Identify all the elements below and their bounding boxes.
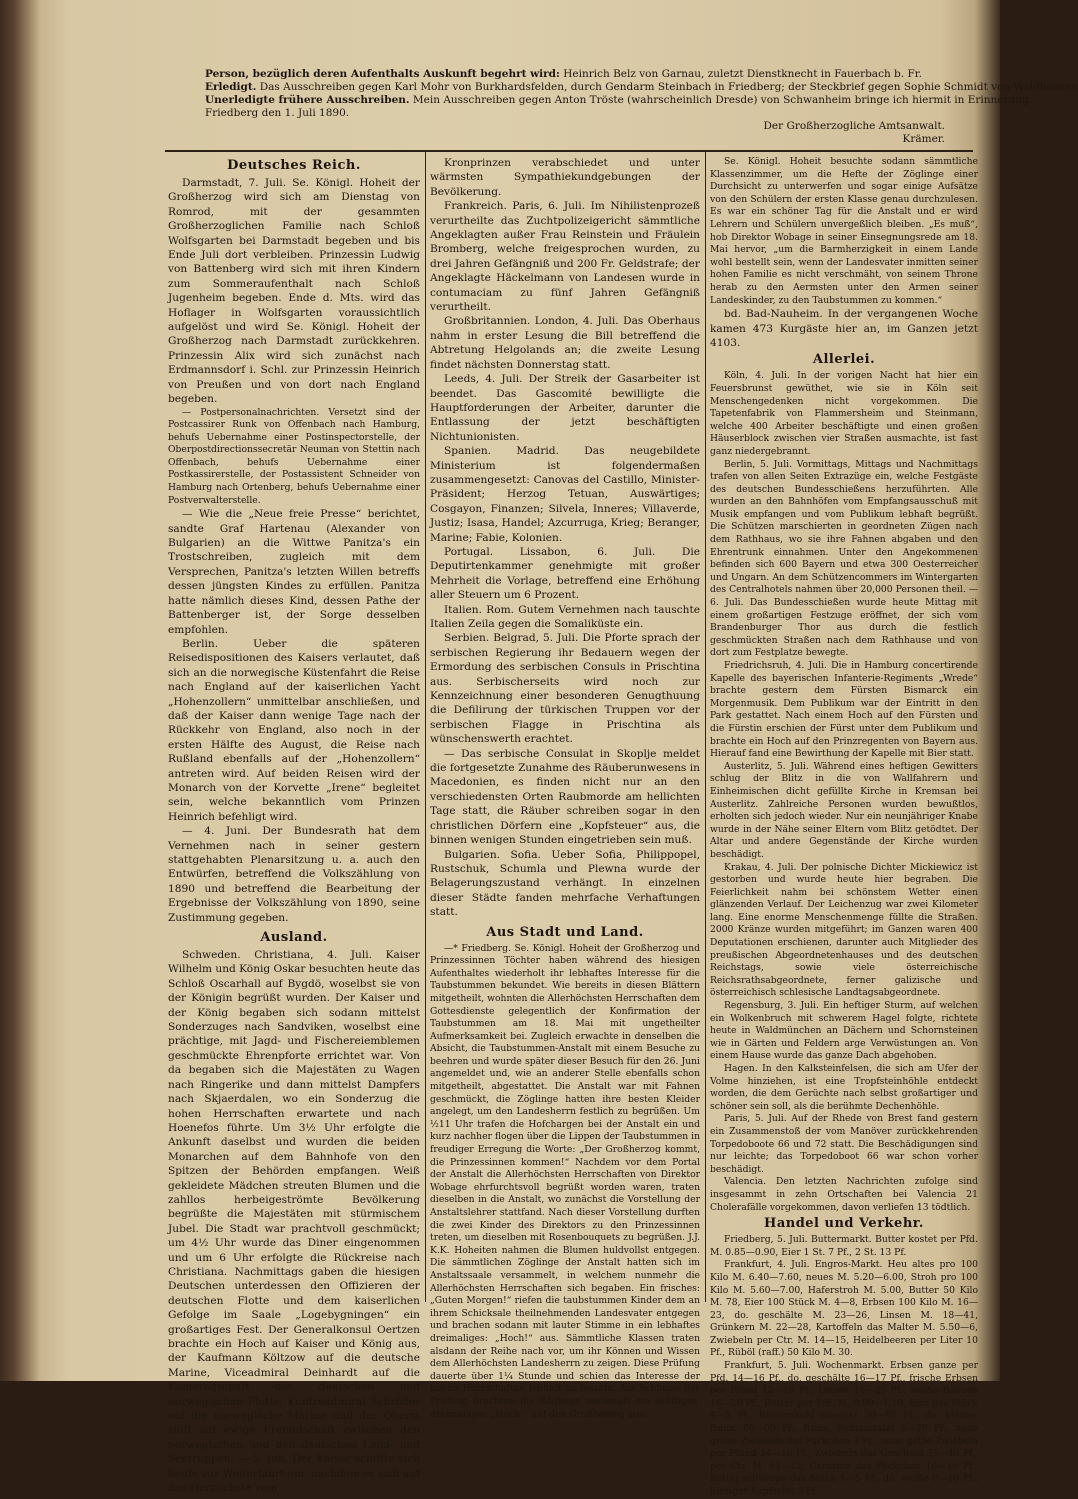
- notice-date: Friedberg den 1. Juli 1890.: [205, 107, 350, 119]
- article-paris-torpedo: Paris, 5. Juli. Auf der Rhede von Brest fand gestern ein Zusammenstoß der vom Manöver zurückkehrenden Torpedoboote 66 und 72 statt. Die Beschädigungen sind nur leichte; das Torpedoboot 66 war schon vorher beschädigt.: [710, 1113, 978, 1175]
- article-serbien: Serbien. Belgrad, 5. Juli. Die Pforte sprach der serbischen Regierung ihr Bedauern wegen der Ermordung des serbischen Consuls in Prischtina aus. Serbischerseits wird noch zur Kennzeichnung einer besonderen Genugthuung die Defilirung der türkischen Truppen vor der serbischen Flagge in Prischtina als wünschenswerth erachtet.: [430, 632, 700, 746]
- section-heading-allerlei: Allerlei.: [812, 352, 876, 368]
- column-1: [168, 156, 420, 1495]
- article-berlin-schiessen: Berlin, 5. Juli. Vormittags, Mittags und Nachmittags trafen von allen Seiten Extrazüge ein, welche Festgäste des deutschen Bundesschießens herzuführten. Alle wurden an den Bahnhöfen vom Empfangsausschuß mit Musik empfangen und vom Publikum lebhaft begrüßt. Die Schützen marschierten in geordneten Zügen nach dem Rathhaus, wo sie ihre Fahnen abgaben und den Ehrentrunk einnahmen. Unter den Angekommenen befinden sich 600 Bayern und etwa 300 Oesterreicher und Ungarn. An dem Schützencommers im Wintergarten des Centralhotels nahmen über 20,000 Personen theil. — 6. Juli. Das Bundesschießen wurde heute Mittag mit einem großartigen Festzuge eröffnet, der sich vom Brandenburger Thor aus durch die festlich geschmückten Straßen nach dem Rathhause und von dort zum Festplatze bewegte.: [710, 458, 978, 659]
- notice-heading: Person, bezüglich deren Aufenthalts Auskunft begehrt wird:: [205, 68, 560, 80]
- section-heading-handel-und-verkehr: Handel und Verkehr.: [764, 1216, 924, 1232]
- column-rule-1: [425, 152, 426, 1302]
- article-leeds: Leeds, 4. Juli. Der Streik der Gasarbeiter ist beendet. Das Gascomité bewilligte die Hauptforderungen der Arbeiter, darunter die Entlassung der jetzt beschäftigten Nichtunionisten.: [430, 373, 700, 443]
- column-rule-2: [705, 152, 706, 1302]
- article-postpersonal: — Postpersonalnachrichten. Versetzt sind der Postcassirer Runk von Offenbach nach Hamburg, behufs Uebernahme einer Postinspectorstelle, der Oberpostdirectionssecretär Neuman von Stettin nach Offenbach, behufs Uebernahme einer Postkassirerstelle, der Postassistent Schneider von Hamburg nach Ortenberg, behufs Uebernahme einer Postverwalterstelle.: [168, 406, 420, 506]
- article-krakau: Krakau, 4. Juli. Der polnische Dichter Mickiewicz ist gestorben und wurde heute hier begraben. Die Feierlichkeit nahm bei schönstem Wetter einen glänzenden Verlauf. Der Leichenzug war zwei Kilometer lang. Eine enorme Menschenmenge füllte die Straßen. 2000 Kränze wurden mitgeführt; im Ganzen waren 400 Deputationen erschienen, darunter auch Mitglieder des preußischen Abgeordnetenhauses und des deutschen Reichstags, sowie viele österreichische Reichsrathsabgeordnete, ferner galizische und österreichisch schlesische Landtagsabgeordnete.: [710, 861, 978, 999]
- article-koeln: Köln, 4. Juli. In der vorigen Nacht hat hier ein Feuersbrunst gewüthet, wie sie in Köln seit Menschengedenken nicht vorgekommen. Die Tapetenfabrik von Flammersheim und Steinmann, welche 400 Arbeiter beschäftigte und einen großen Häuserblock zwischen vier Straßen ausmachte, ist fast ganz niedergebrannt.: [710, 370, 978, 457]
- article-taubstummen-continued: Se. Königl. Hoheit besuchte sodann sämmtliche Klassenzimmer, um die Hefte der Zöglinge einer Durchsicht zu unterwerfen und sogar einige Aufsätze von den Schülern der ersten Klasse genau durchzulesen. Es war ein schöner Tag für die Anstalt und er wird Lehrern und Schülern unvergeßlich bleiben. „Es muß“, hob Direktor Wobage in seiner Einsegnungsrede am 18. Mai hervor, „um die Barmherzigkeit in einem Lande wohl bestellt sein, wenn der Landesvater inmitten seiner hohen Familie es nicht verschmäht, von seinem Throne herab zu den Aermsten unter den Armen seiner Landeskinder, zu den Taubstummen zu kommen.“: [710, 156, 978, 306]
- notice-heading: Unerledigte frühere Ausschreiben.: [205, 94, 410, 106]
- article-italien: Italien. Rom. Gutem Vernehmen nach tauschte Italien Zeila gegen die Somaliküste ein.: [430, 603, 700, 630]
- notice-signature-office: Der Großherzogliche Amtsanwalt.: [763, 120, 945, 132]
- header-rule: [165, 150, 973, 152]
- article-friedrichsruh: Friedrichsruh, 4. Juli. Die in Hamburg concertirende Kapelle des bayerischen Infanterie-Regiments „Wrede“ brachte gestern dem Fürsten Bismarck ein Morgenmusik. Dem Publikum war der Eintritt in den Park gestattet. Nach einem Hoch auf den Fürsten und die Fürstin erschien der Fürst unter dem Publikum und brachte ein Hoch auf den Prinzregenten von Bayern aus. Hierauf fand eine Bewirthung der Kapelle mit Bier statt.: [710, 660, 978, 760]
- article-regensburg: Regensburg, 3. Juli. Ein heftiger Sturm, auf welchen ein Wolkenbruch mit schwerem Hagel folgte, richtete heute in Waldmünchen an Dächern und Schornsteinen wie in Gärten und Feldern arge Verwüstungen an. Von einem Hause wurde das ganze Dach abgehoben.: [710, 1000, 978, 1062]
- notice-line-2: [205, 81, 1078, 94]
- article-hartenau: — Wie die „Neue freie Presse“ berichtet, sandte Graf Hartenau (Alexander von Bulgarien) an die Wittwe Panitza's ein Trostschreiben, zugleich mit dem Versprechen, Panitza's letzten Willen betreffs dessen jüngsten Kindes zu erfüllen. Panitza hatte nämlich dieses Kind, dessen Pathe der Battenberger ist, der Sorge desselben empfohlen.: [168, 508, 420, 636]
- notice-heading: Erledigt.: [205, 81, 257, 93]
- market-friedberg: Friedberg, 5. Juli. Buttermarkt. Butter kostet per Pfd. M. 0.85—0.90, Eier 1 St. 7 Pf., 2 St. 13 Pf.: [710, 1234, 978, 1258]
- article-grossbritannien: Großbritannien. London, 4. Juli. Das Oberhaus nahm in erster Lesung die Bill betreffend die Abtretung Helgolands an; die zweite Lesung findet nächsten Donnerstag statt.: [430, 315, 700, 371]
- article-schweden: Schweden. Christiana, 4. Juli. Kaiser Wilhelm und König Oskar besuchten heute das Schloß Oscarhall auf Bygdö, woselbst sie von der Königin begrüßt wurden. Der Kaiser und der König begaben sich sodann mittelst Sonderzuges nach Sandviken, woselbst eine prächtige, mit Jagd- und Fischereiemblemen geschmückte Ehrenpforte errichtet war. Von da begaben sich die Majestäten zu Wagen nach Ringerike und dann mittelst Dampfers nach Skjaerdalen, wo ein Sonderzug die hohen Herrschaften erwartete und nach Hoenefos führte. Um 3½ Uhr erfolgte die Ankunft daselbst und wurden die beiden Monarchen auf dem Bahnhofe von den Spitzen der Behörden empfangen. Weiß gekleidete Mädchen streuten Blumen und die zahllos herbeigeströmte Bevölkerung begrüßte die Majestäten mit stürmischem Jubel. Die Stadt war prachtvoll geschmückt; um 4½ Uhr wurde das Diner eingenommen und um 6 Uhr erfolgte die Rückreise nach Christiana. Nachmittags gaben die hiesigen Deutschen unterdessen den Offizieren der deutschen Flotte und dem kaiserlichen Gefolge im Saale „Logebygningen“ ein großartiges Fest. Der Generalkonsul Oertzen brachte ein Hoch auf Kaiser und König aus, der Kaufmann Költzow auf die deutsche Marine, Viceadmiral Deinhardt auf die Kameradschaft der deutschen und norwegischen Flotte, Kontreadmiral Schröder auf die norwegische Marine und der Oberst Hoff auf ewige Freundschaft zwischen den norwegischen und den deutschen Land- und Seetruppen. — 5. Juli. Der Kaiser schiffte sich heute zur Weiterfahrt ein, nachdem er sich auf das Herzlichste vom: [168, 949, 420, 1495]
- article-kronprinzen: Kronprinzen verabschiedet und unter wärmsten Sympathiekundgebungen der Bevölkerung.: [430, 157, 700, 198]
- article-friedberg-taubstummen: —* Friedberg. Se. Königl. Hoheit der Großherzog und Prinzessinnen Töchter haben während des hiesigen Aufenthaltes wiederholt ihr lebhaftes Interesse für die Taubstummen bekundet. Wie bereits in diesen Blättern mitgetheilt, wohnten die Allerhöchsten Herrschaften dem Gottesdienste gelegentlich der Konfirmation der Taubstummen am 18. Mai mit ungetheilter Aufmerksamkeit bei. Zugleich erwachte in denselben die Absicht, die Taubstummen-Anstalt mit einem Besuche zu beehren und wurde später dieser Besuch für den 26. Juni angemeldet und, wie an anderer Stelle ebenfalls schon mitgetheilt, abgestattet. Die Anstalt war mit Fahnen geschmückt, die Zöglinge hatten ihre besten Kleider angelegt, um den Landesherrn festlich zu begrüßen. Um ½11 Uhr trafen die Hofchargen bei der Anstalt ein und kurz nachher flogen über die Lippen der Taubstummen in freudiger Erregung die Worte: „Der Großherzog kommt, die Prinzessinnen kommen!“ Nachdem vor dem Portal der Anstalt die Allerhöchsten Herrschaften von Direktor Wobage ehrfurchtsvoll begrüßt worden waren, traten dieselben in die Anstalt, wo zunächst die Vorstellung der Anstaltslehrer stattfand. Nach dieser Vorstellung durften die zwei Kinder des Direktors zu den Prinzessinnen treten, um dieselben mit Rosenbouquets zu begrüßen. J.J. K.K. Hoheiten nahmen die Blumen huldvollst entgegen. Die sämmtlichen Zöglinge der Anstalt hatten sich im Anstaltssaale versammelt, in welchem nunmehr die Allerhöchsten Herrschaften sich begaben. Ein frisches: „Guten Morgen!“ riefen die taubstummen Kinder dem an ihrem Schicksale theilnehmenden Landesvater entgegen und brachen sodann mit lauter Stimme in ein lebhaftes dreimaliges: „Hoch!“ aus. Sämmtliche Klassen traten alsdann der Reihe nach vor, um ihr Können und Wissen dem Allerhöchsten Landesherrn zu zeigen. Diese Prüfung dauerte über 1¼ Stunde und schien das Interesse der hohen Herrschaften lebhaft zu fesseln. Am Schlusse der Prüfung brachten die Zöglinge nochmals ein kräftiges, dreimaliges: „Hoch!“ auf den Großherzog aus.: [430, 942, 700, 1420]
- notices-block: [205, 68, 1078, 146]
- section-heading-ausland: Ausland.: [260, 930, 328, 946]
- article-skoplje: — Das serbische Consulat in Skoplje meldet die fortgesetzte Zunahme des Räuberunwesens in Macedonien, es finden nicht nur an den verschiedensten Orten Raubmorde am hellichten Tage statt, die Räuber schreiben sogar in den christlichen Dörfern eine „Kopfsteuer“ aus, die binnen wenigen Stunden eingetrieben sein muß.: [430, 747, 700, 847]
- notice-signature-name: Krämer.: [902, 133, 945, 145]
- article-valencia: Valencia. Den letzten Nachrichten zufolge sind insgesammt in zehn Ortschaften bei Valencia 21 Cholerafälle vorgekommen, davon verliefen 13 tödtlich.: [710, 1176, 978, 1213]
- section-heading-deutsches-reich: Deutsches Reich.: [227, 158, 361, 173]
- article-spanien: Spanien. Madrid. Das neugebildete Ministerium ist folgendermaßen zusammengesetzt: Canovas del Castillo, Minister-Präsident; Herzog Tetuan, Auswärtiges; Cosgayon, Finanzen; Silvela, Inneres; Villaverde, Justiz; Isasa, Handel; Azcurruga, Krieg; Beranger, Marine; Fabie, Kolonien.: [430, 445, 700, 544]
- market-frankfurt-wochenmarkt: Frankfurt, 5. Juli. Wochenmarkt. Erbsen ganze per Pfd. 14—16 Pf., do. geschälte 16—17 Pf., frische Erbsen per Pfund 12—18 Pf., Linsen 15—25 Pf., weiße Bohnen 16—20 Pf., Butter per Pfd. M. 0.90—1.10, Eier das Stück 4—8 Pf., Blumenkohl hiesiger 30—60 Pf., do. kleiner franz. 00—00 Pf., franz. Romainsalat 6—20 Pf., neue grüne Zwiebeln das Päckchen 3 Pf., neue gelbe Zwiebeln per Pfund 14—16 Pf., Zwiebeln das Gescheid 35—40 Pf., per Ctr. M. 11—12, Carotten das Päckchen 10—15 Pf., Rettig schwarze das Stück 4—5 Pf., do. weiße 8—10 Pf., hiesiger Kopfsalat 3 Pf.: [710, 1360, 978, 1497]
- article-frankreich: Frankreich. Paris, 6. Juli. Im Nihilistenprozeß verurtheilte das Zuchtpolizeigericht sämmtliche Angeklagten außer Frau Reinstein und Fräulein Bromberg, welche freigesprochen wurden, zu drei Jahren Gefängniß und 200 Fr. Geldstrafe; der Angeklagte Häckelmann von Landesen wurde in contumaciam zu fünf Jahren Gefängniß verurtheilt.: [430, 200, 700, 314]
- notice-line-3: [205, 94, 1033, 107]
- article-portugal: Portugal. Lissabon, 6. Juli. Die Deputirtenkammer genehmigte mit großer Mehrheit die Vorlage, betreffend eine Erhöhung aller Steuern um 6 Prozent.: [430, 545, 700, 602]
- notice-text: Heinrich Belz von Garnau, zuletzt Dienstknecht in Fauerbach b. Fr.: [563, 68, 922, 80]
- article-bad-nauheim: bd. Bad-Nauheim. In der vergangenen Woche kamen 473 Kurgäste hier an, im Ganzen jetzt 4103.: [710, 308, 978, 349]
- section-heading-stadt-und-land: Aus Stadt und Land.: [486, 924, 644, 940]
- article-austerlitz: Austerlitz, 5. Juli. Während eines heftigen Gewitters schlug der Blitz in die von Wallfahrern und Einheimischen dicht gefüllte Kirche in Kremsan bei Austerlitz. Zahlreiche Personen wurden bewußtlos, erholten sich jedoch wieder. Nur ein neunjähriger Knabe wurde in der Nähe seiner Eltern vom Blitz getödtet. Der Altar und andere Gegenstände der Kirche wurden beschädigt.: [710, 760, 978, 860]
- market-frankfurt-engros: Frankfurt, 4. Juli. Engros-Markt. Heu altes pro 100 Kilo M. 6.40—7.60, neues M. 5.20—6.00, Stroh pro 100 Kilo M. 5.60—7.00, Haferstroh M. 5.00, Butter 50 Kilo M. 78, Eier 100 Stück M. 4—8, Erbsen 100 Kilo M. 16—23, do. geschälte M. 23—26, Linsen M. 18—41, Grünkern M. 22—28, Kartoffeln das Malter M. 5.50—6, Zwiebeln per Ctr. M. 14—15, Heidelbeeren per Liter 10 Pf., Rüböl (raff.) 50 Kilo M. 30.: [710, 1259, 978, 1359]
- article-berlin-kaiser: Berlin. Ueber die späteren Reisedispositionen des Kaisers verlautet, daß sich an die norwegische Küstenfahrt die Reise nach England auf der kaiserlichen Yacht „Hohenzollern“ unmittelbar anschließen, und daß der Kaiser dann wenige Tage nach der Rückkehr von England, also noch in der ersten Hälfte des August, die Reise nach Rußland ebenfalls auf der „Hohenzollern“ antreten wird. Auf beiden Reisen wird der Monarch von der Korvette „Irene“ begleitet sein, welche bekanntlich vom Prinzen Heinrich befehligt wird.: [168, 637, 420, 823]
- article-bundesrath: — 4. Juni. Der Bundesrath hat dem Vernehmen nach in seiner gestern stattgehabten Plenarsitzung u. a. auch den Entwürfen, betreffend die Volkszählung von 1890 und betreffend die Bearbeitung der Ergebnisse der Volkszählung von 1890, seine Zustimmung gegeben.: [168, 825, 420, 924]
- notice-text: Mein Ausschreiben gegen Anton Tröste (wahrscheinlich Dresde) von Schwanheim bringe ich hiermit in Erinnerung.: [412, 94, 1033, 106]
- notice-text: Das Ausschreiben gegen Karl Mohr von Burkhardsfelden, durch Gendarm Steinbach in Friedberg; der Steckbrief gegen Sophie Schmidt von Waldhausen: [259, 81, 1078, 93]
- notice-line-1: [205, 68, 965, 81]
- article-darmstadt: Darmstadt, 7. Juli. Se. Königl. Hoheit der Großherzog wird sich am Dienstag von Romrod, mit der gesammten Großherzoglichen Familie nach Schloß Wolfsgarten bei Darmstadt begeben und bis Ende Juli dort verbleiben. Prinzessin Ludwig von Battenberg wird sich mit ihren Kindern zum Sommeraufenthalt nach Schloß Jugenheim begeben. Ende d. Mts. wird das Hoflager in Wolfsgarten voraussichtlich aufgelöst und wird Se. Königl. Hoheit der Großherzog nach Darmstadt zurückkehren. Prinzessin Alix wird sich zunächst nach Erdmannsdorf i. Schl. zur Prinzessin Heinrich von Preußen und von dort nach England begeben.: [168, 177, 420, 406]
- article-hagen: Hagen. In den Kalksteinfelsen, die sich am Ufer der Volme hinziehen, ist eine Tropfsteinhöhle entdeckt worden, die dem Gerüchte nach selbst großartiger und schöner sein soll, als die berühmte Dechenhöhle.: [710, 1063, 978, 1112]
- column-2: [430, 156, 700, 1420]
- column-3: [710, 156, 978, 1497]
- article-bulgarien: Bulgarien. Sofia. Ueber Sofia, Philippopel, Rustschuk, Schumla und Plewna wurde der Belagerungszustand verhängt. In einzelnen dieser Städte fanden mehrfache Verhaftungen statt.: [430, 848, 700, 919]
